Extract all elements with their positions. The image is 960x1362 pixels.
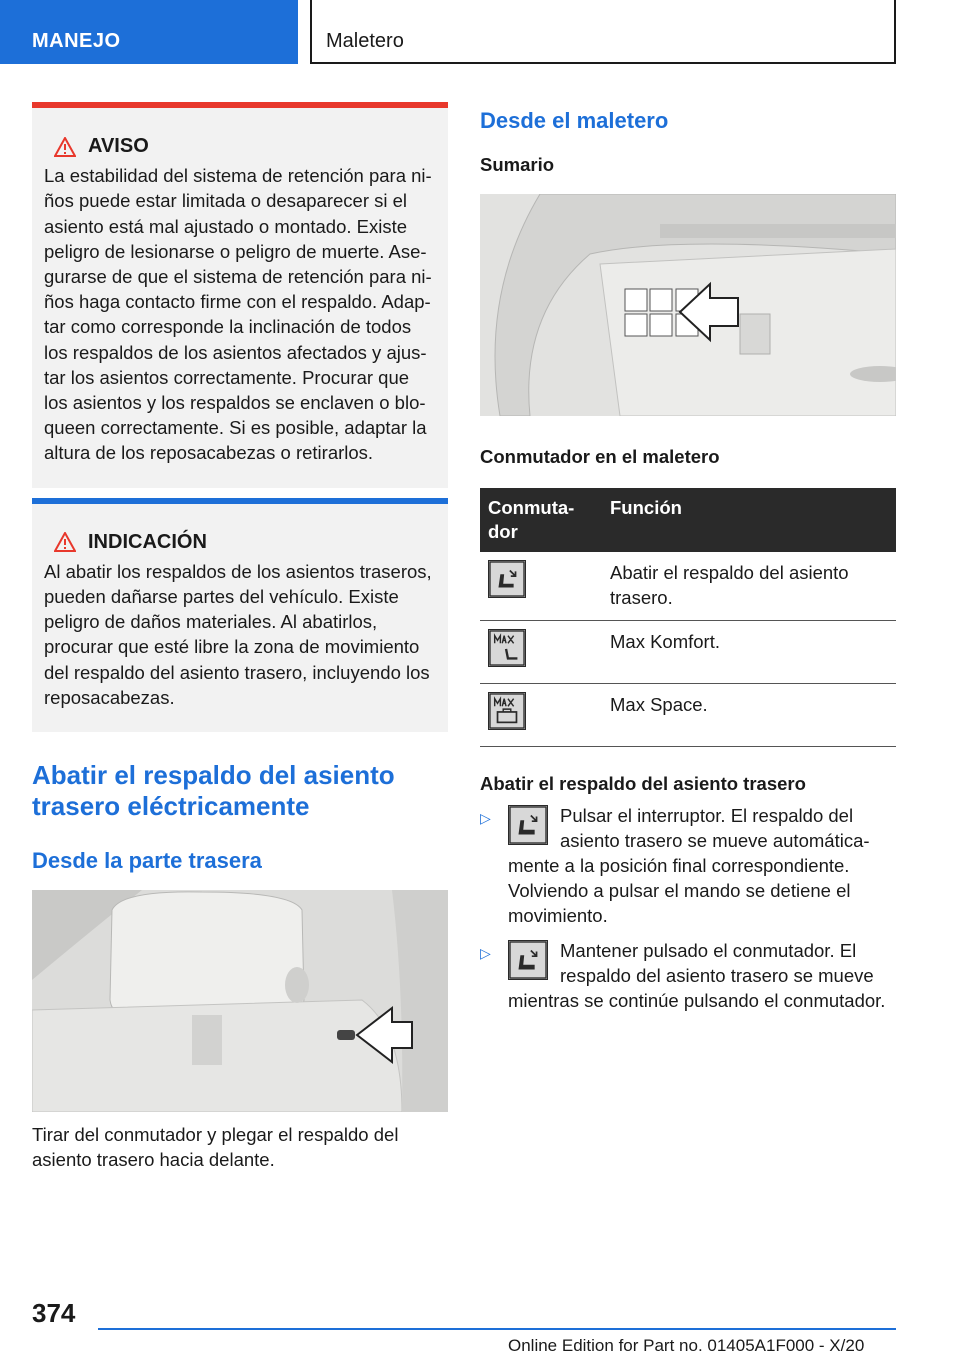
step-item — [480, 938, 896, 1013]
function-cell: Max Space. — [602, 684, 896, 747]
steps-title: Abatir el respaldo del asiento trasero — [480, 773, 806, 794]
chapter-title: Maletero — [326, 30, 404, 52]
left-column — [32, 102, 448, 1172]
warning-text: La estabilidad del sistema de retención para niños puede estar limitada o desaparecer si el asiento está mal ajustado o montado. Existe peligro de lesionarse o peligro de muerte. Asegurarse de que el sistema de retención para niños haga contacto firme con el respaldo. Adaptar como corresponde la inclinación de todos los respaldos de los asientos afectados y ajustar los asientos correctamente. Procurar que los asientos y los respaldos se enclaven o bloqueen correctamente. Si es posible, adaptar la altura de los reposacabezas o retirarlos. — [44, 165, 432, 464]
bullet-triangle-icon: ▷ — [480, 945, 491, 961]
chapter-tab — [310, 0, 896, 64]
rear-subheading: Desde la parte trasera — [32, 848, 262, 874]
seat-fold-icon — [508, 805, 548, 845]
step-text: Mantener pulsado el conmutador. El respaldo del asiento trasero se mueve mientras se continúe pulsando el conmutador. — [508, 940, 886, 1011]
max-comfort-icon — [488, 629, 526, 667]
trunk-subheading: Desde el maletero — [480, 108, 669, 133]
footer-divider — [98, 1328, 896, 1330]
rear-seat-photo — [32, 890, 448, 1112]
seat-fold-icon — [488, 560, 526, 598]
step-text: Pulsar el interruptor. El respaldo del asiento trasero se mueve automáticamente a la posición final correspondiente. Volviendo a pulsar el mando se detiene el movimiento. — [508, 805, 870, 926]
table-header-row — [480, 488, 896, 552]
step-item — [480, 803, 896, 928]
function-cell: Abatir el respaldo del asiento trasero. — [602, 552, 896, 621]
table-row — [480, 684, 896, 747]
table-row — [480, 621, 896, 684]
section-title: MANEJO — [32, 30, 121, 52]
table-title: Conmutador en el maletero — [480, 446, 720, 467]
right-column — [480, 102, 896, 1013]
switch-table — [480, 488, 896, 747]
bullet-triangle-icon: ▷ — [480, 810, 491, 826]
summary-label: Sumario — [480, 154, 555, 175]
function-cell: Max Komfort. — [602, 621, 896, 684]
trunk-photo — [480, 194, 896, 416]
page-number: 374 — [32, 1298, 76, 1328]
warning-triangle-icon — [54, 137, 76, 157]
warning-title: AVISO — [54, 134, 436, 159]
section-heading: Abatir el respaldo del asiento trasero eléctricamente — [32, 760, 395, 822]
photo-caption: Tirar del conmutador y plegar el respaldo del asiento trasero hacia delante. — [32, 1124, 399, 1171]
col-switch: Conmutador — [480, 488, 602, 552]
info-box — [32, 498, 448, 732]
col-function: Función — [602, 488, 896, 552]
max-space-icon — [488, 692, 526, 730]
seat-fold-icon — [508, 940, 548, 980]
table-row — [480, 552, 896, 621]
edition-text: Online Edition for Part no. 01405A1F000 - X/20 — [508, 1336, 865, 1355]
warning-box — [32, 102, 448, 488]
caution-triangle-icon — [54, 532, 76, 552]
info-title: INDICACIÓN — [54, 530, 436, 555]
section-tab — [0, 0, 298, 64]
info-text: Al abatir los respaldos de los asientos traseros, pueden dañarse partes del vehículo. Existe peligro de daños materiales. Al abatirlos, procurar que esté libre la zona de movimiento del respaldo del asiento trasero, incluyendo los reposacabezas. — [44, 560, 432, 708]
